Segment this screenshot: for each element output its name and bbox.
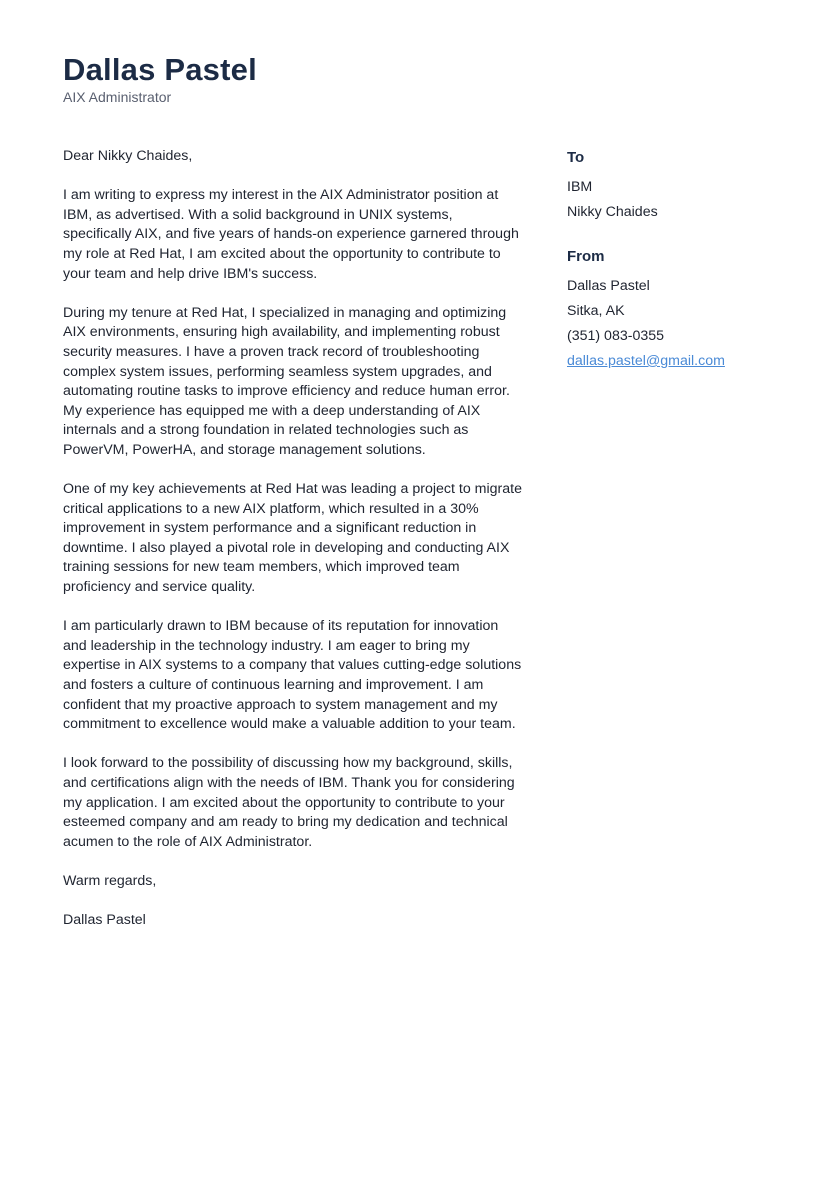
letter-header (63, 50, 257, 106)
paragraph-4: I am particularly drawn to IBM because of its reputation for innovation and leadership in the technology industry. I am eager to bring my expertise in AIX systems to a company that values cutting-edge solutions and fosters a culture of continuous learning and improvement. I am confident that my proactive approach to system management and my commitment to excellence would make a valuable addition to your team. (63, 618, 522, 733)
sender-job-title: AIX Administrator (63, 89, 172, 105)
to-heading: To (567, 149, 585, 166)
paragraph-5: I look forward to the possibility of discussing how my background, skills, and certifications align with the needs of IBM. Thank you for considering my application. I am excited about the opportunity to contribute to your esteemed company and am ready to bring my dedication and technical acumen to the role of AIX Administrator. (63, 755, 515, 850)
to-block (567, 147, 797, 225)
contact-sidebar (567, 147, 797, 395)
paragraph-3: One of my key achievements at Red Hat was leading a project to migrate critical applications to a new AIX platform, which resulted in a 30% improvement in system performance and a significant reduction in downtime. I also played a pivotal role in developing and conducting AIX training sessions for new team members, which improved team proficiency and service quality. (63, 481, 522, 596)
from-heading: From (567, 248, 605, 265)
from-name: Dallas Pastel (567, 278, 650, 294)
from-phone: (351) 083-0355 (567, 328, 665, 344)
sender-name: Dallas Pastel (63, 52, 257, 87)
recipient-name: Nikky Chaides (567, 204, 658, 220)
paragraph-1: I am writing to express my interest in the AIX Administrator position at IBM, as advertised. With a solid background in UNIX systems, specifically AIX, and five years of hands-on experience garnered through my role at Red Hat, I am excited about the opportunity to contribute to your team and help drive IBM's success. (63, 187, 519, 282)
recipient-company: IBM (567, 179, 593, 195)
email-link[interactable]: dallas.pastel@gmail.com (567, 353, 725, 369)
letter-body (63, 147, 523, 950)
from-block (567, 246, 797, 374)
salutation: Dear Nikky Chaides, (63, 148, 193, 164)
signature: Dallas Pastel (63, 912, 146, 929)
from-location: Sitka, AK (567, 303, 625, 319)
paragraph-2: During my tenure at Red Hat, I specialized in managing and optimizing AIX environments, ensuring high availability, and implementing robust security measures. I have a proven track record of troubleshooting complex system issues, performing seamless system upgrades, and automating routine tasks to improve efficiency and reduce human error. My experience has equipped me with a deep understanding of AIX internals and a strong foundation in related technologies such as PowerVM, PowerHA, and storage management solutions. (63, 304, 510, 458)
closing: Warm regards, (63, 872, 157, 889)
